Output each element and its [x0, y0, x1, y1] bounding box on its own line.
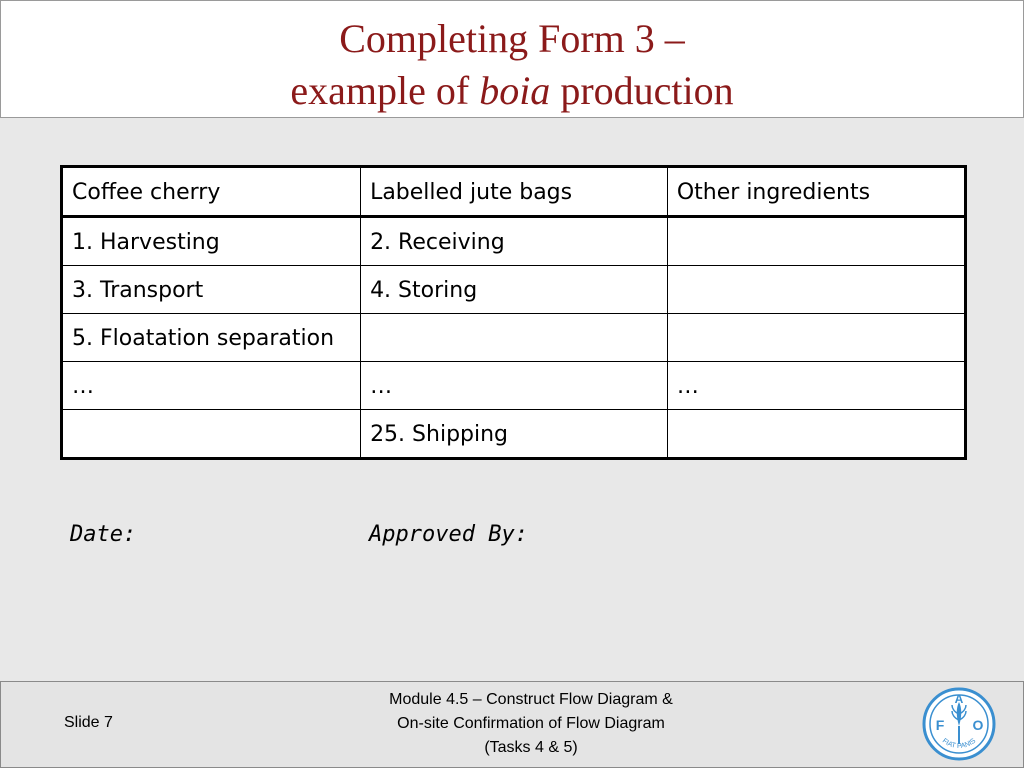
- module-line-3: (Tasks 4 & 5): [484, 739, 578, 756]
- slide-number: Slide 7: [64, 714, 113, 731]
- table-cell: [667, 266, 965, 314]
- slide-title-line-2: [1, 67, 1023, 114]
- logo-motto-text: FIAT PANIS: [940, 737, 978, 751]
- column-header: Other ingredients: [667, 167, 965, 217]
- table-cell: 4. Storing: [361, 266, 668, 314]
- table-cell: [361, 314, 668, 362]
- slide-footer: [0, 681, 1024, 768]
- module-line-1: Module 4.5 – Construct Flow Diagram &: [389, 691, 673, 708]
- column-header: Coffee cherry: [62, 167, 361, 217]
- title-italic-word: boia: [479, 68, 551, 113]
- table-row: [62, 266, 966, 314]
- table-cell: 5. Floatation separation: [62, 314, 361, 362]
- table-cell: 3. Transport: [62, 266, 361, 314]
- table-cell: 1. Harvesting: [62, 217, 361, 266]
- table-header-row: [62, 167, 966, 217]
- table-row: [62, 410, 966, 459]
- table-cell: …: [667, 362, 965, 410]
- module-caption: [301, 688, 761, 760]
- table-row: [62, 362, 966, 410]
- form-3-table: [60, 165, 967, 460]
- table-cell: [667, 314, 965, 362]
- table-cell: …: [62, 362, 361, 410]
- table-cell: 25. Shipping: [361, 410, 668, 459]
- logo-letter-o: O: [972, 717, 984, 733]
- table-cell: 2. Receiving: [361, 217, 668, 266]
- slide-title-line-1: Completing Form 3 –: [339, 16, 685, 61]
- title-suffix: production: [550, 68, 734, 113]
- column-header: Labelled jute bags: [361, 167, 668, 217]
- fao-logo-icon: [921, 686, 997, 762]
- title-prefix: example of: [290, 68, 480, 113]
- module-line-2: On-site Confirmation of Flow Diagram: [397, 715, 665, 732]
- table-row: [62, 217, 966, 266]
- table-cell: [667, 410, 965, 459]
- approved-by-label: Approved By:: [369, 522, 528, 547]
- table-cell: [62, 410, 361, 459]
- table-row: [62, 314, 966, 362]
- title-bar: [0, 0, 1024, 118]
- logo-letter-a: A: [954, 692, 964, 706]
- table-cell: [667, 217, 965, 266]
- logo-letter-f: F: [935, 717, 945, 733]
- date-label: Date:: [70, 522, 137, 547]
- table-cell: …: [361, 362, 668, 410]
